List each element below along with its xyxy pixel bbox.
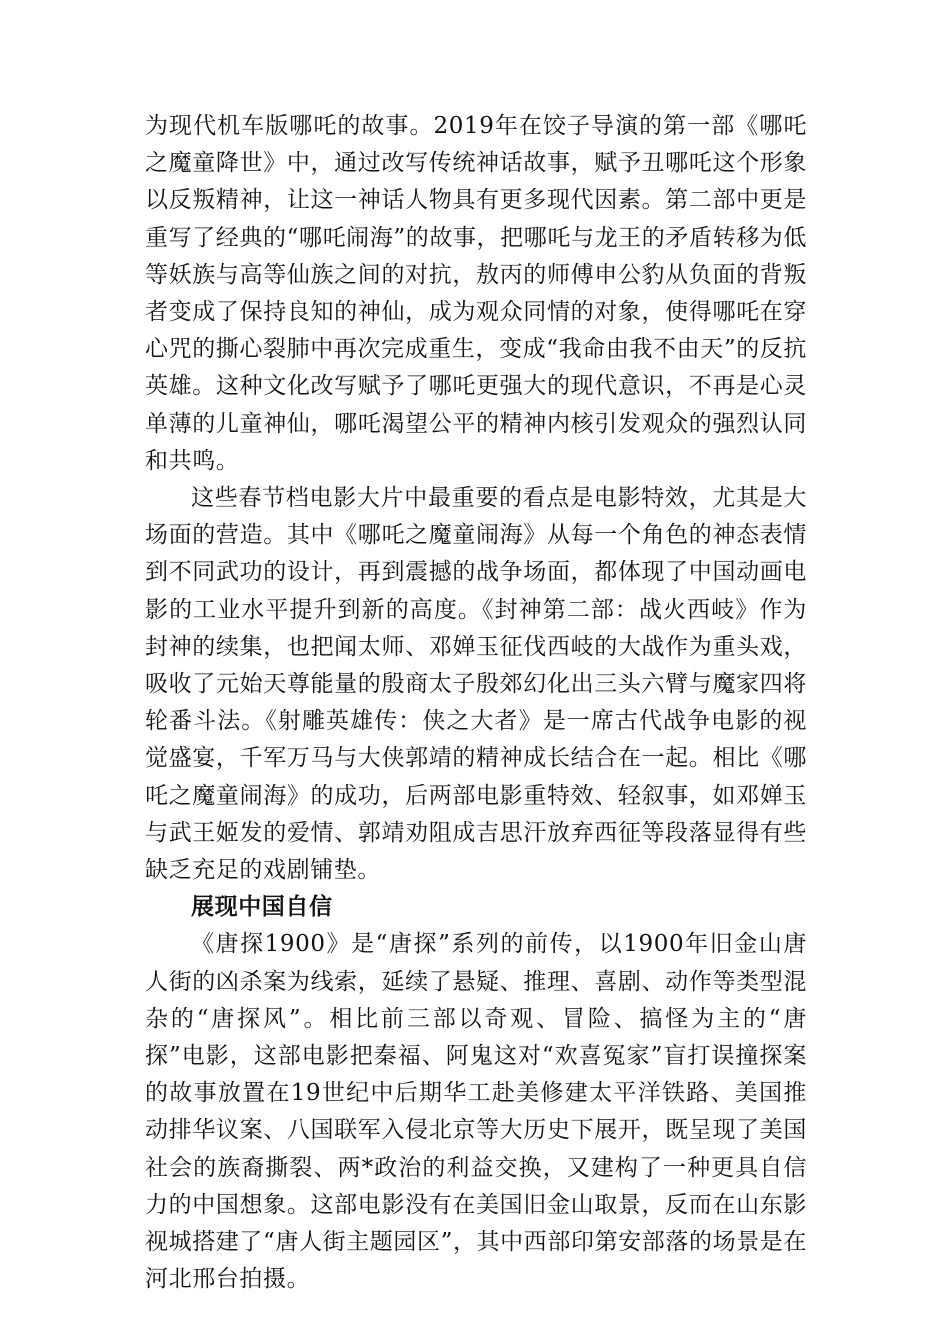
- paragraph-tang-detective: 《唐探1900》是“唐探”系列的前传，以1900年旧金山唐人街的凶杀案为线索，延续了悬疑、推理、喜剧、动作等类型混杂的“唐探风”。相比前三部以奇观、冒险、搞怪为主的“唐探”电影，这部电影把秦福、阿鬼这对“欢喜冤家”盲打误撞探案的故事放置在19世纪中后期华工赴美修建太平洋铁路、美国推动排华议案、八国联军入侵北京等大历史下展开，既呈现了美国社会的族裔撕裂、两*政治的利益交换，又建构了一种更具自信力的中国想象。这部电影没有在美国旧金山取景，反而在山东影视城搭建了“唐人街主题园区”，其中西部印第安部落的场景是在河北邢台拍摄。: [145, 931, 807, 1293]
- section-heading: 展现中国自信: [191, 894, 333, 921]
- paragraph-special-effects: 这些春节档电影大片中最重要的看点是电影特效，尤其是大场面的营造。其中《哪吒之魔童闹海》从每一个角色的神态表情到不同武功的设计，再到震撼的战争场面，都体现了中国动画电影的工业水平提升到新的高度。《封神第二部：战火西岐》作为封神的续集，也把闻太师、邓婵玉征伐西岐的大战作为重头戏，吸收了元始天尊能量的殷商太子殷郊幻化出三头六臂与魔家四将轮番斗法。《射雕英雄传：侠之大者》是一席古代战争电影的视觉盛宴，千军万马与大侠郭靖的精神成长结合在一起。相比《哪吒之魔童闹海》的成功，后两部电影重特效、轻叙事，如邓婵玉与武王姬发的爱情、郭靖劝阻成吉思汗放弃西征等段落显得有些缺乏充足的戏剧铺垫。: [145, 485, 807, 884]
- document-page: [145, 108, 807, 1299]
- paragraph-nezha-rewrite: 为现代机车版哪吒的故事。2019年在饺子导演的第一部《哪吒之魔童降世》中，通过改写传统神话故事，赋予丑哪吒这个形象以反叛精神，让这一神话人物具有更多现代因素。第二部中更是重写了经典的“哪吒闹海”的故事，把哪吒与龙王的矛盾转移为低等妖族与高等仙族之间的对抗，敖丙的师傅申公豹从负面的背叛者变成了保持良知的神仙，成为观众同情的对象，使得哪吒在穿心咒的撕心裂肺中再次完成重生，变成“我命由我不由天”的反抗英雄。这种文化改写赋予了哪吒更强大的现代意识，不再是心灵单薄的儿童神仙，哪吒渴望公平的精神内核引发观众的强烈认同和共鸣。: [145, 113, 807, 474]
